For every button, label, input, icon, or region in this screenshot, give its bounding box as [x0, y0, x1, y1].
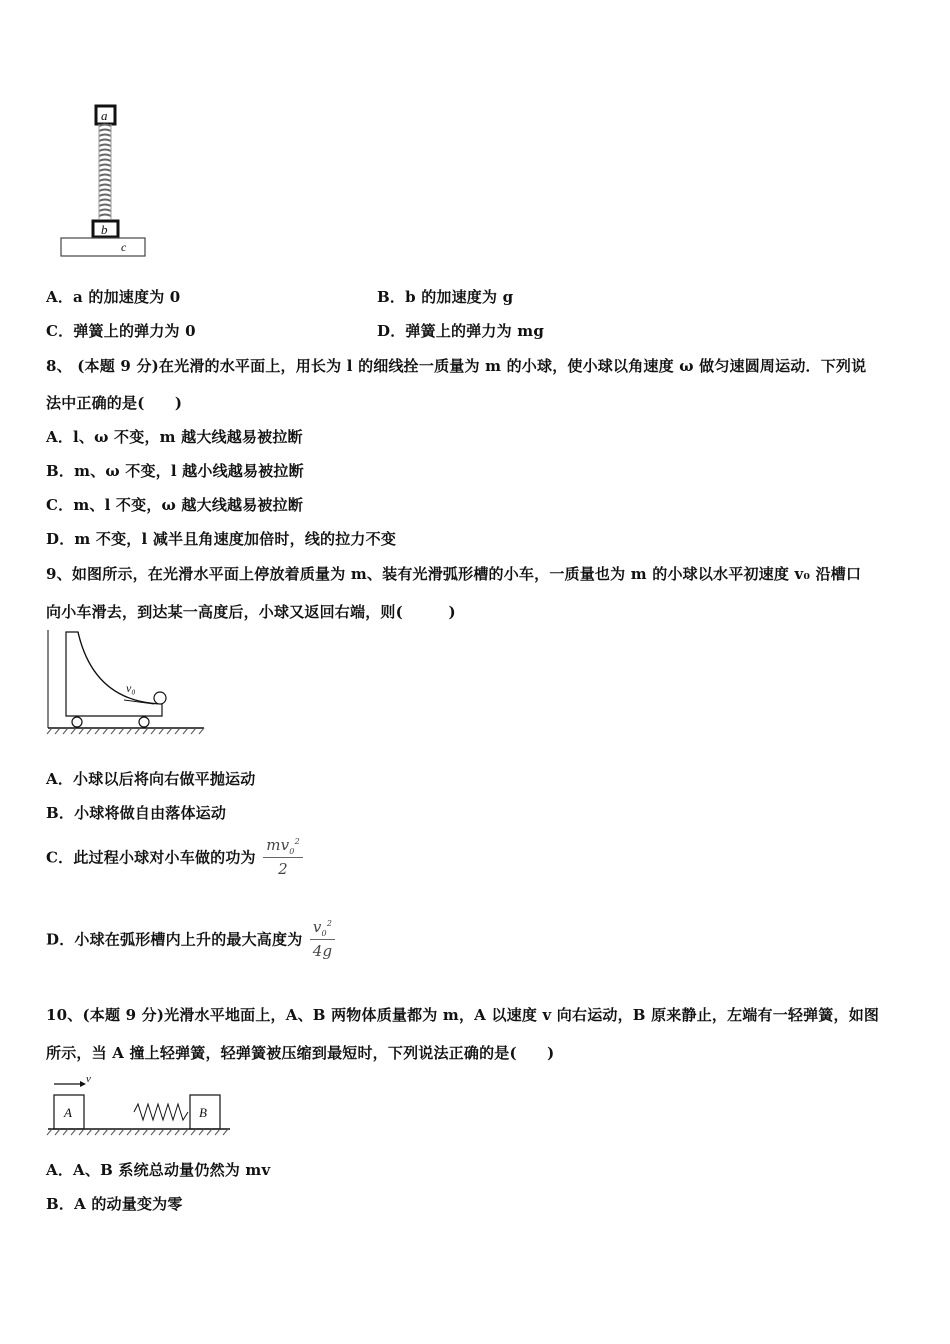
q9-option-c-text: C．此过程小球对小车做的功为	[46, 848, 256, 867]
q10-option-b: B．A 的动量变为零	[46, 1195, 183, 1213]
q8-stem-line2: 法中正确的是( )	[46, 394, 183, 412]
light-spring	[134, 1104, 188, 1120]
block-B-label: B	[199, 1105, 207, 1120]
spring-coil	[99, 124, 111, 219]
q9-option-d-fraction: $\frac{v_0^2}{4g}$	[310, 918, 335, 960]
q9-option-c-fraction: $\frac{mv_0^2}{2}$	[263, 836, 303, 878]
ball	[154, 692, 166, 704]
q9-option-c	[46, 836, 303, 878]
q8-option-a: A．l、ω 不变，m 越大线越易被拉断	[46, 428, 303, 446]
q7-option-d: D．弹簧上的弹力为 mg	[377, 322, 545, 340]
cart-figure	[44, 628, 209, 738]
q9-option-d	[46, 918, 335, 960]
v0-label: v₀	[126, 681, 136, 695]
label-a: a	[101, 108, 108, 123]
base-c	[61, 238, 145, 256]
wheel-right	[139, 717, 149, 727]
q10-option-a: A．A、B 系统总动量仍然为 mv	[46, 1161, 271, 1179]
q9-option-b: B．小球将做自由落体运动	[46, 804, 227, 822]
spring-blocks-figure	[44, 1068, 234, 1143]
wheel-left	[72, 717, 82, 727]
block-A-label: A	[64, 1105, 72, 1120]
q10-stem-line1: 10、(本题 9 分)光滑水平地面上，A、B 两物体质量都为 m，A 以速度 v 向右运动，B 原来静止，左端有一轻弹簧，如图	[46, 1006, 880, 1024]
q8-option-d: D．m 不变，l 减半且角速度加倍时，线的拉力不变	[46, 530, 397, 548]
q8-option-b: B．m、ω 不变，l 越小线越易被拉断	[46, 462, 304, 480]
q9-stem-line1: 9、如图所示，在光滑水平面上停放着质量为 m、装有光滑弧形槽的小车，一质量也为 m 的小球以水平初速度 v₀ 沿槽口	[46, 565, 862, 583]
q8-option-c: C．m、l 不变，ω 越大线越易被拉断	[46, 496, 304, 514]
label-b: b	[101, 222, 108, 237]
label-c: c	[121, 240, 127, 254]
spring-figure	[55, 100, 155, 265]
q7-option-a: A．a 的加速度为 0	[46, 288, 181, 306]
q9-option-a: A．小球以后将向右做平抛运动	[46, 770, 256, 788]
velocity-label: v	[86, 1073, 91, 1085]
q8-stem-line1: 8、 (本题 9 分)在光滑的水平面上，用长为 l 的细线拴一质量为 m 的小球，使小球以角速度 ω 做匀速圆周运动．下列说	[46, 357, 867, 375]
q10-stem-line2: 所示，当 A 撞上轻弹簧，轻弹簧被压缩到最短时，下列说法正确的是( )	[46, 1044, 555, 1062]
q7-option-b: B．b 的加速度为 g	[377, 288, 514, 306]
q9-stem-line2: 向小车滑去，到达某一高度后，小球又返回右端，则( )	[46, 603, 456, 621]
q7-option-c: C．弹簧上的弹力为 0	[46, 322, 196, 340]
q9-option-d-text: D．小球在弧形槽内上升的最大高度为	[46, 930, 303, 949]
